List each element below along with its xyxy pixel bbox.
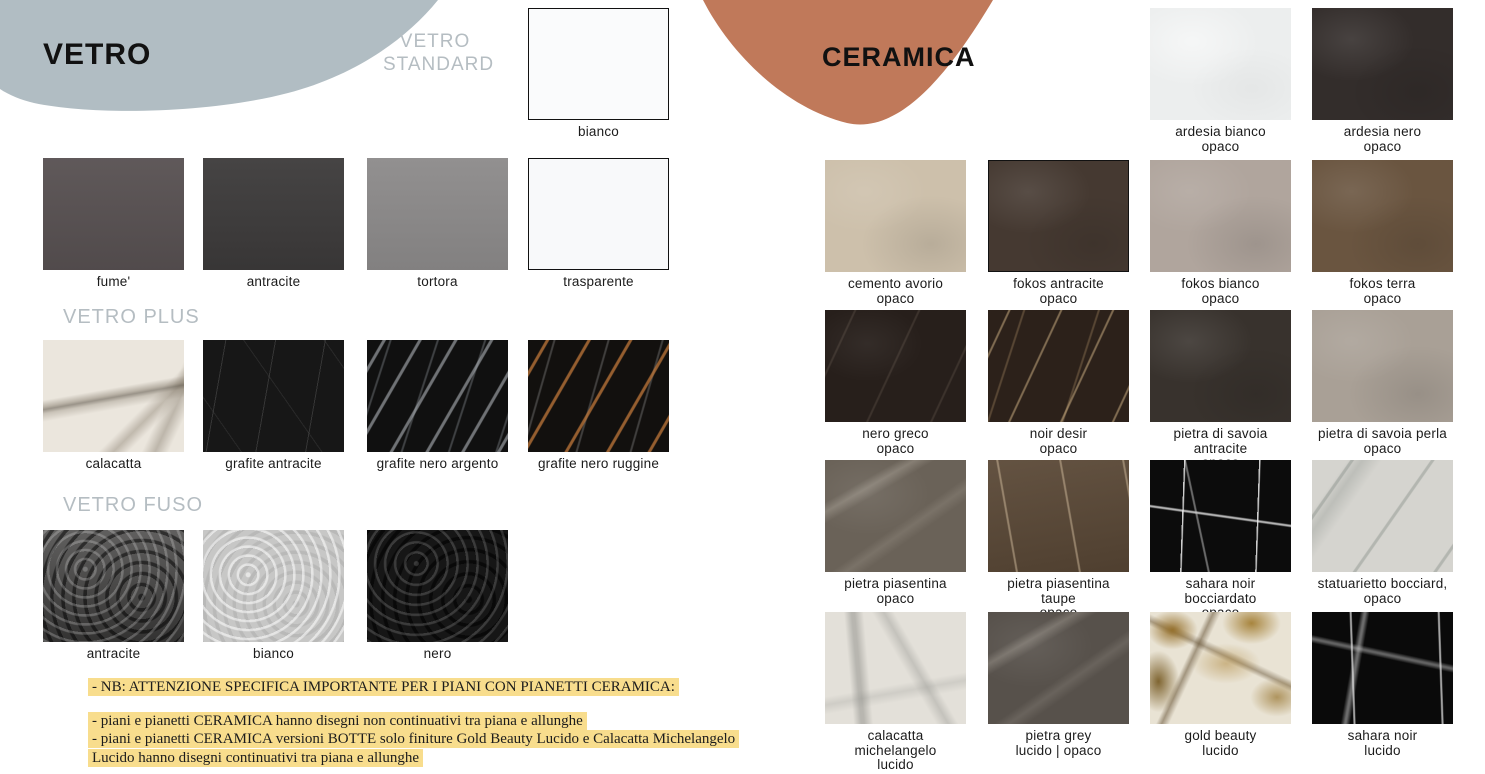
swatch-cell-pietra-di-savoia-perla <box>1312 310 1453 456</box>
swatch-label: cemento avorio opaco <box>847 276 944 306</box>
swatch-label: ardesia nero opaco <box>1343 124 1422 154</box>
swatch-label: tortora <box>417 274 458 289</box>
swatch-pietra-piasentina-taupe <box>988 460 1129 572</box>
swatch-label: sahara noir lucido <box>1347 728 1418 758</box>
swatch-pietra-di-savoia-antracite <box>1150 310 1291 422</box>
swatch-antracite <box>203 158 344 270</box>
swatch-cell-calacatta-michelangelo <box>825 612 966 773</box>
swatch-label: fokos antracite opaco <box>1013 276 1104 306</box>
swatch-label: pietra piasentina taupe <box>1007 576 1110 606</box>
swatch-label: fokos terra opaco <box>1349 276 1416 306</box>
note-line-2: - piani e pianetti CERAMICA versioni BOTTE solo finiture Gold Beauty Lucido e Calacatta Michelangelo Lucido hanno disegni continuativi tra piana e allunghe <box>88 730 766 767</box>
swatch-bianco <box>528 8 669 120</box>
swatch-cell-sahara-noir-bocciardato <box>1150 460 1291 621</box>
swatch-label: noir desir opaco <box>1029 426 1088 456</box>
swatch-label: grafite nero ruggine <box>537 456 660 471</box>
note-line-1: - piani e pianetti CERAMICA hanno disegni non continuativi tra piana e allunghe <box>88 712 766 731</box>
swatch-antracite <box>43 530 184 642</box>
swatch-cell-noir-desir <box>988 310 1129 456</box>
swatch-statuarietto-bocciard <box>1312 460 1453 572</box>
swatch-cell-antracite <box>203 158 344 290</box>
vetro-title: VETRO <box>43 38 152 71</box>
swatch-tortora <box>367 158 508 270</box>
swatch-gold-beauty <box>1150 612 1291 724</box>
ceramica-notes <box>88 678 766 767</box>
swatch-label: ardesia bianco opaco <box>1175 124 1266 154</box>
swatch-label: sahara noir bocciardato <box>1184 576 1257 606</box>
swatch-cell-pietra-di-savoia-antracite <box>1150 310 1291 471</box>
swatch-cell-bianco <box>203 530 344 662</box>
swatch-label: bianco <box>578 124 619 139</box>
swatch-cell-fume <box>43 158 184 290</box>
swatch-label: grafite antracite <box>225 456 322 471</box>
swatch-pietra-grey <box>988 612 1129 724</box>
swatch-cell-nero-greco <box>825 310 966 456</box>
swatch-sahara-noir-bocciardato <box>1150 460 1291 572</box>
swatch-cell-trasparente <box>528 158 669 290</box>
swatch-pietra-piasentina <box>825 460 966 572</box>
swatch-cell-tortora <box>367 158 508 290</box>
swatch-fume <box>43 158 184 270</box>
swatch-label: statuarietto bocciard, opaco <box>1317 576 1448 606</box>
swatch-label: trasparente <box>563 274 634 289</box>
swatch-ardesia-bianco <box>1150 8 1291 120</box>
ceramica-title: CERAMICA <box>822 42 976 72</box>
swatch-cell-ardesia-bianco <box>1150 8 1291 154</box>
swatch-label: pietra di savoia antracite <box>1173 426 1268 456</box>
swatch-label: nero <box>423 646 452 661</box>
swatch-ardesia-nero <box>1312 8 1453 120</box>
swatch-cell-ardesia-nero <box>1312 8 1453 154</box>
vetro-fuso-section-label: VETRO FUSO <box>63 494 204 516</box>
swatch-nero <box>367 530 508 642</box>
vetro-standard-section-label: VETRO STANDARD <box>383 31 495 75</box>
swatch-noir-desir <box>988 310 1129 422</box>
swatch-calacatta-michelangelo <box>825 612 966 724</box>
swatch-label: nero greco opaco <box>862 426 929 456</box>
swatch-label: grafite nero argento <box>376 456 499 471</box>
swatch-label: pietra piasentina opaco <box>844 576 947 606</box>
swatch-cell-pietra-piasentina <box>825 460 966 606</box>
swatch-calacatta <box>43 340 184 452</box>
swatch-cell-fokos-antracite <box>988 160 1129 306</box>
swatch-cell-antracite <box>43 530 184 662</box>
swatch-cell-grafite-nero-argento <box>367 340 508 472</box>
swatch-cell-cemento-avorio <box>825 160 966 306</box>
swatch-cemento-avorio <box>825 160 966 272</box>
swatch-label: pietra di savoia perla opaco <box>1318 426 1447 456</box>
swatch-label: antracite <box>246 274 301 289</box>
swatch-fokos-bianco <box>1150 160 1291 272</box>
swatch-grafite-antracite <box>203 340 344 452</box>
swatch-cell-pietra-grey <box>988 612 1129 758</box>
swatch-label: calacatta michelangelo lucido <box>854 728 937 772</box>
swatch-trasparente <box>528 158 669 270</box>
swatch-label: antracite <box>86 646 141 661</box>
swatch-nero-greco <box>825 310 966 422</box>
swatch-grafite-nero-ruggine <box>528 340 669 452</box>
swatch-cell-statuarietto-bocciard <box>1312 460 1453 606</box>
swatch-label: calacatta <box>85 456 142 471</box>
swatch-cell-gold-beauty <box>1150 612 1291 758</box>
swatch-cell-sahara-noir <box>1312 612 1453 758</box>
swatch-cell-calacatta <box>43 340 184 472</box>
swatch-label: fume' <box>96 274 131 289</box>
swatch-fokos-terra <box>1312 160 1453 272</box>
vetro-plus-section-label: VETRO PLUS <box>63 306 200 328</box>
swatch-cell-pietra-piasentina-taupe <box>988 460 1129 621</box>
swatch-cell-bianco <box>528 8 669 140</box>
swatch-cell-fokos-terra <box>1312 160 1453 306</box>
note-line-nb: - NB: ATTENZIONE SPECIFICA IMPORTANTE PER I PIANI CON PIANETTI CERAMICA: <box>88 678 766 697</box>
swatch-label: pietra grey lucido | opaco <box>1015 728 1102 758</box>
swatch-pietra-di-savoia-perla <box>1312 310 1453 422</box>
swatch-cell-grafite-nero-ruggine <box>528 340 669 472</box>
swatch-cell-grafite-antracite <box>203 340 344 472</box>
swatch-cell-fokos-bianco <box>1150 160 1291 306</box>
swatch-cell-nero <box>367 530 508 662</box>
swatch-sahara-noir <box>1312 612 1453 724</box>
swatch-grafite-nero-argento <box>367 340 508 452</box>
swatch-label: bianco <box>253 646 294 661</box>
swatch-label: gold beauty lucido <box>1184 728 1257 758</box>
swatch-fokos-antracite <box>988 160 1129 272</box>
swatch-bianco <box>203 530 344 642</box>
swatch-label: fokos bianco opaco <box>1181 276 1260 306</box>
